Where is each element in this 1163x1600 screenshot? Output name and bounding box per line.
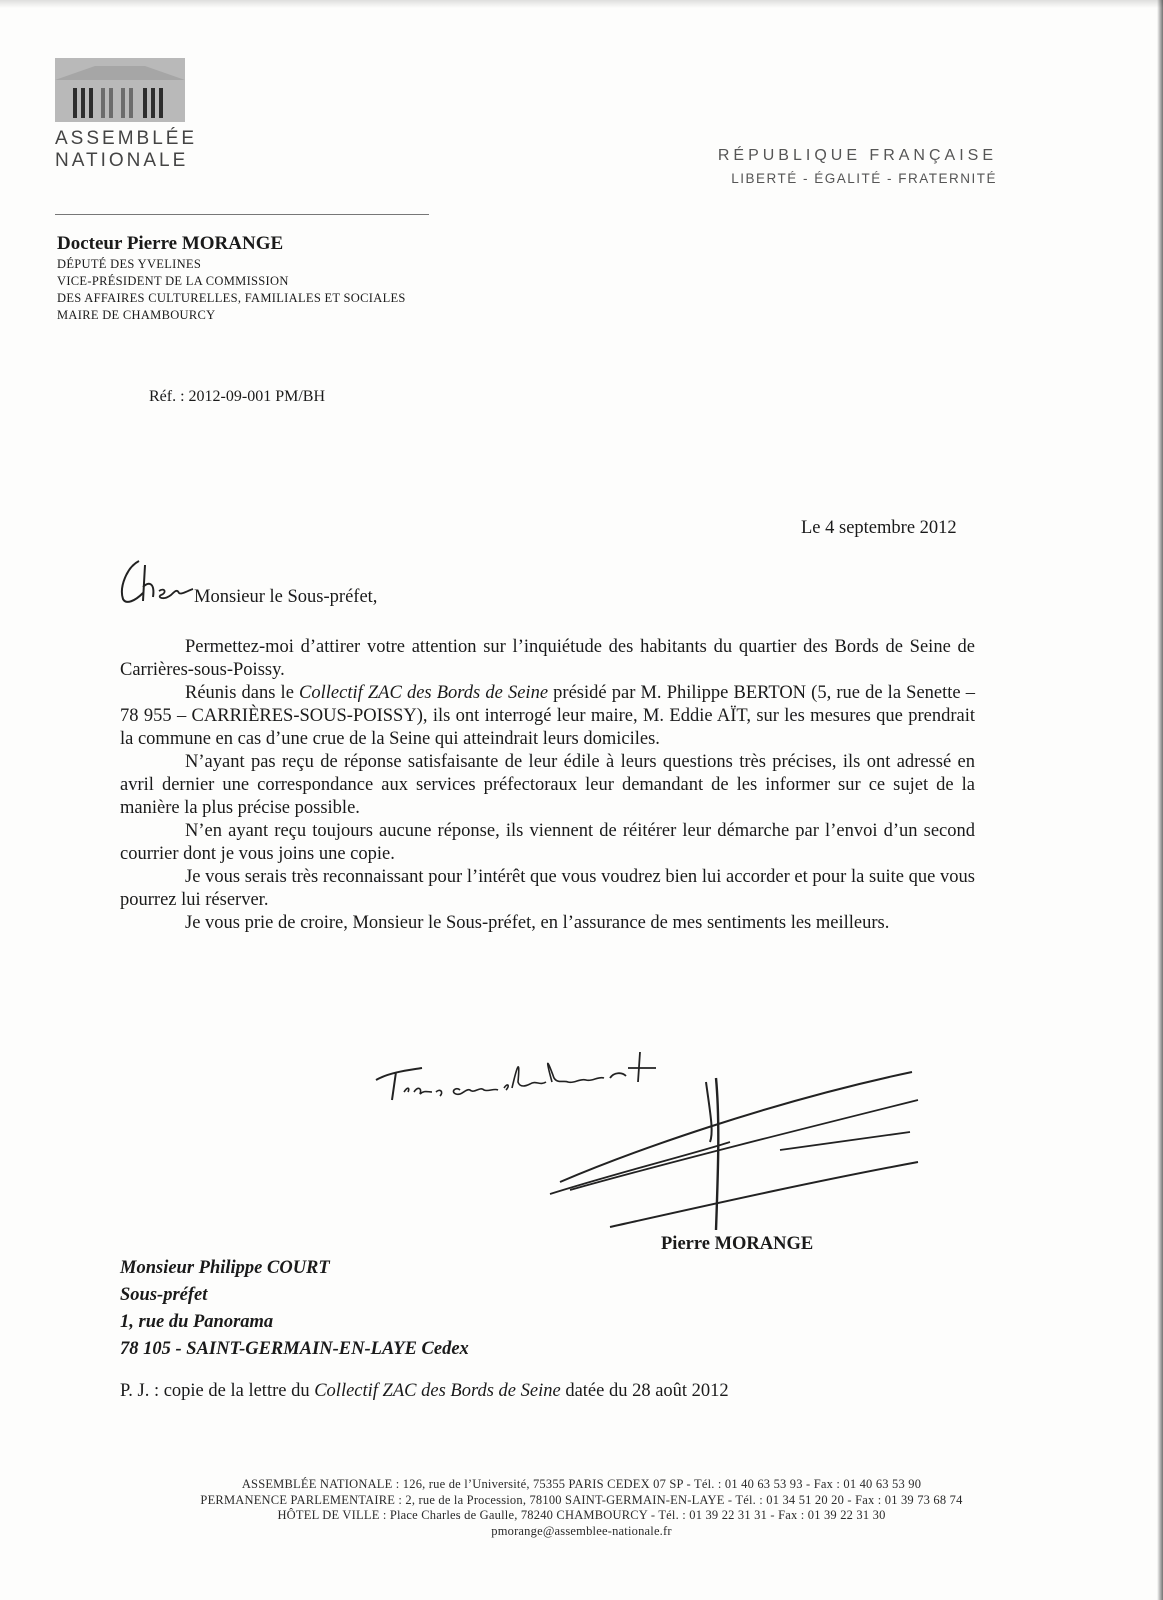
author-title: MAIRE DE CHAMBOURCY — [57, 308, 216, 322]
author-title: DÉPUTÉ DES YVELINES — [57, 257, 202, 271]
footer-email: pmorange@assemblee-nationale.fr — [491, 1523, 672, 1538]
logo-line-2: NATIONALE — [55, 150, 189, 171]
reference-line: Réf. : 2012-09-001 PM/BH — [149, 388, 325, 405]
logo-line-1: ASSEMBLÉE — [55, 128, 198, 149]
recipient-line: Monsieur Philippe COURT — [120, 1258, 330, 1278]
republique-heading — [718, 143, 997, 189]
body-text: présidé par M. Philippe BERTON (5, rue de la Senette – 78 955 – CARRIÈRES-SOUS-POISSY), ils ont interrogé leur maire, M. Eddie AÏT, sur les mesures que prendrait la commune en cas d’une crue de la Seine qui atteindrait leurs domiciles. — [120, 683, 976, 749]
body-paragraph — [120, 682, 975, 751]
body-paragraph: N’ayant pas reçu de réponse satisfaisante de leur édile à leurs questions très précises, ils ont adressé en avril dernier une correspondance aux services préfectoraux leur demandant de les informer sur ce sujet de la manière la plus précise possible. — [120, 752, 975, 818]
handwritten-signature — [370, 1042, 930, 1247]
motto-line: LIBERTÉ - ÉGALITÉ - FRATERNITÉ — [731, 171, 997, 186]
signer-name: Pierre MORANGE — [661, 1234, 814, 1254]
enclosure-text: datée du 28 août 2012 — [560, 1381, 729, 1401]
salutation: Monsieur le Sous-préfet, — [194, 587, 378, 607]
author-block — [57, 232, 406, 324]
republique-line: RÉPUBLIQUE FRANÇAISE — [717, 147, 997, 164]
author-title: DES AFFAIRES CULTURELLES, FAMILIALES ET SOCIALES — [57, 291, 406, 305]
enclosure-note — [120, 1381, 729, 1402]
recipient-address — [120, 1255, 469, 1363]
handwritten-cher — [117, 557, 197, 612]
hemicycle-icon — [55, 58, 185, 128]
header-divider — [55, 214, 429, 215]
body-paragraph: Je vous prie de croire, Monsieur le Sous-préfet, en l’assurance de mes sentiments les meilleurs. — [185, 913, 890, 933]
letterhead-footer — [0, 1477, 1163, 1539]
assemblee-nationale-logo — [55, 58, 198, 172]
author-title: VICE-PRÉSIDENT DE LA COMMISSION — [57, 274, 289, 288]
enclosure-collectif: Collectif ZAC des Bords de Seine — [314, 1381, 561, 1401]
letter-body — [120, 632, 975, 935]
body-paragraph: N’en ayant reçu toujours aucune réponse, ils viennent de réitérer leur démarche par l’envoi d’un second courrier dont je vous joins une copie. — [120, 821, 975, 864]
body-paragraph: Permettez-moi d’attirer votre attention sur l’inquiétude des habitants du quartier des Bords de Seine de Carrières-sous-Poissy. — [120, 637, 975, 680]
recipient-line: 1, rue du Panorama — [120, 1312, 274, 1332]
footer-line: PERMANENCE PARLEMENTAIRE : 2, rue de la Procession, 78100 SAINT-GERMAIN-EN-LAYE - Tél. : 01 34 51 20 20 - Fax : 01 39 73 68 74 — [200, 1492, 963, 1507]
footer-line: HÔTEL DE VILLE : Place Charles de Gaulle, 78240 CHAMBOURCY - Tél. : 01 39 22 31 31 - Fax : 01 39 22 31 30 — [277, 1508, 886, 1522]
footer-line: ASSEMBLÉE NATIONALE : 126, rue de l’Université, 75355 PARIS CEDEX 07 SP - Tél. : 01 40 63 53 93 - Fax : 01 40 63 53 90 — [241, 1477, 922, 1491]
recipient-line: 78 105 - SAINT-GERMAIN-EN-LAYE Cedex — [120, 1339, 469, 1359]
body-text: Réunis dans le — [185, 683, 300, 703]
scan-shadow-top — [0, 0, 1163, 8]
enclosure-text: P. J. : copie de la lettre du — [120, 1381, 315, 1401]
scan-shadow-right — [1157, 0, 1163, 1600]
letter-date: Le 4 septembre 2012 — [801, 518, 957, 538]
author-name: Docteur Pierre MORANGE — [57, 233, 284, 254]
body-paragraph: Je vous serais très reconnaissant pour l’intérêt que vous voudrez bien lui accorder et pour la suite que vous pourrez lui réserver. — [120, 867, 975, 910]
recipient-line: Sous-préfet — [120, 1285, 208, 1305]
collectif-name: Collectif ZAC des Bords de Seine — [299, 683, 549, 703]
